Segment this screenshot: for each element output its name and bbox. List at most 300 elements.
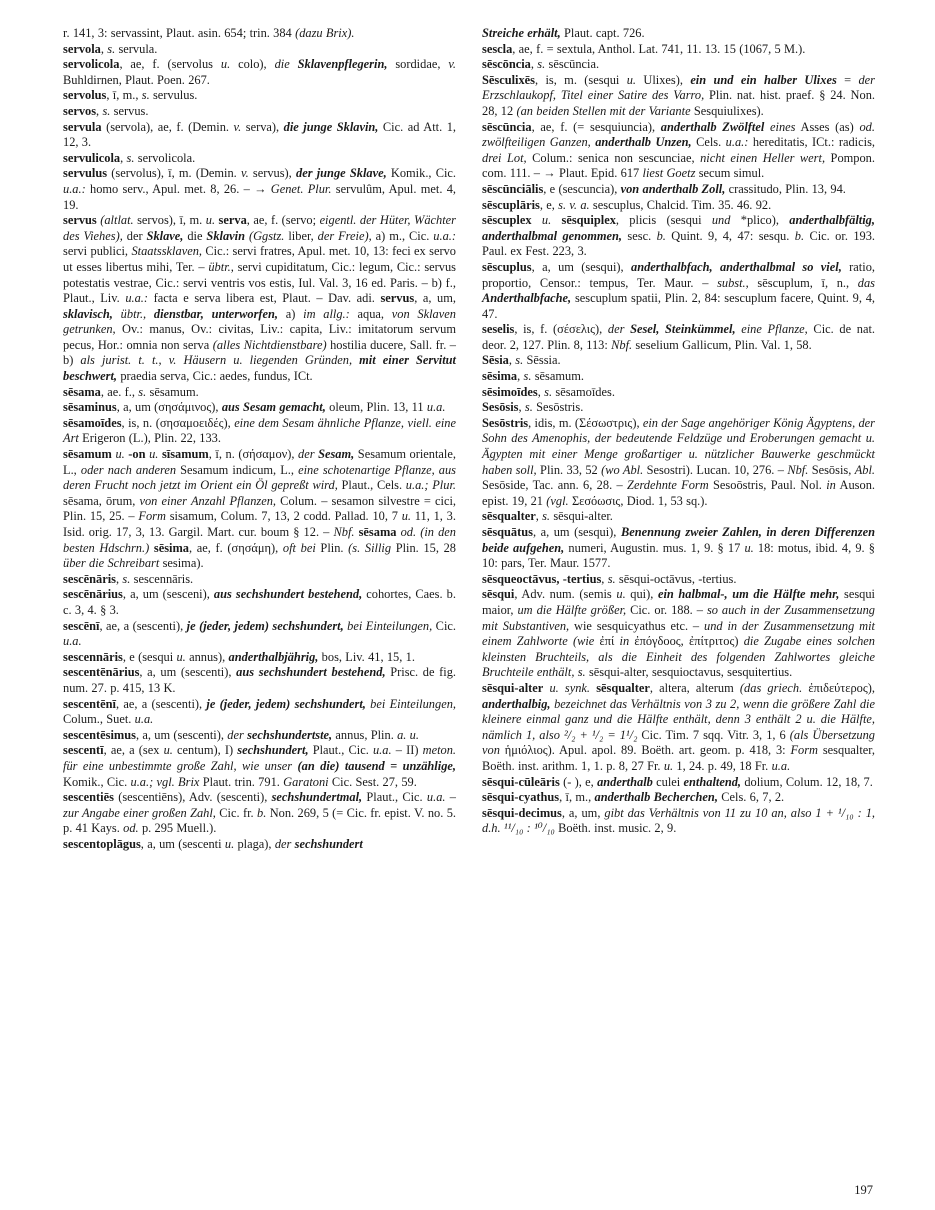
entry-text-segment: anderthalb Zwölftel — [660, 119, 765, 134]
entry-text-segment: sescentiēs — [63, 790, 114, 805]
dictionary-entry — [482, 775, 875, 791]
dictionary-entry — [63, 447, 456, 572]
entry-text-segment: s. — [141, 88, 150, 103]
entry-text-segment: u.a. — [134, 712, 154, 727]
entry-text-segment: Cic. de nat. deor. 2, 127. Plin. 8, 113: — [482, 322, 875, 352]
entry-text-segment: Nbf. — [611, 337, 633, 352]
entry-text-segment: servola — [63, 41, 101, 56]
entry-text-segment: oder nach anderen — [80, 462, 177, 477]
entry-text-segment: so auch in der Zusammensetzung mit Substantiven, — [482, 602, 875, 633]
entry-text-segment: sēscūncia — [482, 119, 532, 134]
entry-text-segment: Nbf. — [787, 462, 809, 477]
entry-text-segment: servi publici, — [63, 244, 132, 259]
entry-text-segment: – II) — [391, 743, 423, 758]
entry-text-segment: servulûm, Apul. met. 4, 19. — [63, 181, 456, 212]
entry-text-segment: , ae, a (sex — [103, 743, 164, 758]
entry-text-segment: Sēsculixēs — [482, 72, 536, 87]
entry-text-segment: Komik., Cic. — [386, 166, 457, 181]
entry-text-segment: s. — [138, 384, 147, 399]
entry-text-segment: Cic.: servi fratres, Apul. met. 10, 13: feci ex servo ut esses libertus mihi, Ter. – — [63, 244, 456, 274]
entry-text-segment: (servola), ae, f. (Demin. — [101, 119, 234, 134]
dictionary-entry — [482, 213, 875, 260]
entry-text-segment: r. 141, 3: servassint, Plaut. asin. 654; trin. 384 — [63, 26, 296, 40]
entry-text-segment: servus), — [248, 166, 296, 181]
entry-text-segment: sēsqui — [482, 587, 515, 602]
entry-text-segment: Plaut., Cic. — [308, 743, 373, 758]
entry-text-segment: (alles Nichtdienstbare) — [212, 337, 327, 352]
entry-text-segment: sescēnī — [63, 618, 100, 633]
entry-text-segment: übtr., — [208, 259, 234, 274]
entry-text-segment: Sesamum orientale, L., — [63, 447, 456, 477]
entry-text-segment: sescennāris. — [130, 571, 194, 586]
entry-text-segment: der junge Sklave, — [296, 166, 387, 181]
dictionary-entry — [482, 322, 875, 353]
entry-text-segment: als jurist. t. t., v. Häusern u. liegenden Gründen, — [80, 353, 353, 368]
entry-text-segment: Cels. — [691, 135, 726, 150]
entry-text-segment: Anderthalbfache, — [482, 291, 572, 306]
entry-text-segment: servula. — [115, 41, 158, 56]
entry-text-segment: hereditatis, ICt.: radicis, — [748, 135, 875, 150]
entry-text-segment: Buhldirnen, Plaut. Poen. 267. — [63, 72, 210, 87]
entry-text-segment: sechshundert, — [237, 743, 309, 758]
entry-text-segment: ein der Sage angehöriger König Ägyptens, der Sohn des Amenophis, der bedeutende Feldzüge und Eroberungen gemacht u. Ägypten mit einer Menge großartiger u. nützlicher Bauwerke geschmückt haben soll, — [482, 415, 875, 477]
entry-text-segment: Pompon. com. 111. – → Plaut. Epid. 617 — [482, 150, 875, 181]
entry-text-segment: u. — [149, 447, 159, 462]
entry-text-segment: sēscōncia — [482, 57, 531, 72]
entry-text-segment: (an die) tausend = unzählige, — [297, 758, 456, 773]
entry-text-segment: servulus — [63, 166, 108, 181]
entry-text-segment: anderthalbfach, anderthalbmal so viel, — [631, 259, 842, 274]
entry-text-segment: oleum, Plin. 13, 11 — [325, 400, 427, 415]
entry-text-segment: u. synk. — [549, 680, 591, 695]
right-column — [482, 26, 875, 852]
entry-text-segment: Σεσόωσις, Diod. 1, 53 sq.). — [568, 493, 708, 508]
entry-text-segment: die Zugabe eines solchen kleinsten Bruchteils, als die Einheit des folgenden Zahlwortes gleiche Bruchteile enthält, s. — [482, 634, 875, 680]
entry-text-segment: 18: motus, ibid. 4, 9. § 10: pars, Ter. Maur. 1577. — [482, 540, 875, 571]
dictionary-entry — [63, 728, 456, 744]
entry-text-segment: praedia serva, Cic.: aedes, fundus, ICt. — [117, 369, 313, 384]
entry-text-segment: servus. — [110, 103, 149, 118]
dictionary-entry — [482, 260, 875, 322]
dictionary-entry — [63, 57, 456, 88]
entry-text-segment: um die Hälfte größer, — [517, 602, 627, 617]
entry-text-segment: homo serv., Apul. met. 8, 26. – → — [85, 181, 271, 196]
entry-text-segment: , ae, f. (= sesquiuncia), — [531, 119, 661, 134]
entry-text-segment: culei — [652, 774, 684, 789]
entry-text-segment: wie sesquicyathus etc. – — [569, 618, 705, 633]
dictionary-entry — [482, 42, 875, 58]
entry-text-segment: sēscuplex — [482, 213, 532, 228]
dictionary-entry — [482, 73, 875, 120]
entry-text-segment: sēsamum — [63, 447, 112, 462]
entry-text-segment: u. — [176, 649, 186, 664]
entry-text-segment: sēsamum. — [146, 384, 199, 399]
entry-text-segment: Sēsia — [482, 353, 509, 368]
entry-text-segment: Zerdehnte Form — [627, 478, 709, 493]
dictionary-entry — [482, 198, 875, 214]
entry-text-segment: ἡμιόλιος). Apul. apol. 89. Boëth. art. geom. p. 418, 3: — [499, 743, 791, 758]
entry-text-segment: aqua, — [349, 306, 392, 321]
entry-text-segment: ἐπόγδοος, ἐπίτριτος) — [629, 634, 744, 649]
entry-text-segment: (vgl. — [546, 493, 569, 508]
entry-text-segment: Form — [138, 509, 166, 524]
entry-text-segment: , — [116, 571, 123, 586]
entry-text-segment: servolicola — [63, 57, 120, 72]
entry-text-segment: je (jeder, jedem) sechshundert, — [186, 618, 344, 633]
entry-text-segment: , ī, m., — [106, 88, 142, 103]
entry-text-segment: das — [857, 275, 875, 290]
entry-text-segment: , e (sesqui — [122, 649, 177, 664]
entry-text-segment: Plin. nat. hist. praef. § 24. Non. 28, 12 — [482, 88, 875, 118]
entry-text-segment: sisamum, Colum. 7, 13, 2 codd. Pallad. 10, 7 — [165, 509, 402, 524]
entry-text-segment: anderthalbig, — [482, 696, 551, 711]
entry-text-segment: s. — [126, 150, 135, 165]
entry-text-segment: eine Pflanze, — [741, 322, 808, 337]
dictionary-entry — [482, 400, 875, 416]
entry-text-segment: Boëth. inst. music. 2, 9. — [554, 821, 677, 836]
dictionary-entry — [482, 525, 875, 572]
entry-text-segment: sēsqui-octāvus, -tertius. — [615, 571, 737, 586]
entry-text-segment: u. — [541, 213, 552, 228]
entry-text-segment: Cic. Sest. 27, 59. — [328, 774, 417, 789]
entry-text-segment: gibt das Verhältnis von 11 zu 10 an, also 1 + ¹/₁₀ : 1, d.h. ¹¹/₁₀ : ¹⁰/₁₀ — [482, 805, 875, 836]
entry-text-segment: Plaut., Cels. — [337, 478, 406, 493]
entry-text-segment: sēsamoīdes — [63, 415, 122, 430]
entry-text-segment: mit einer Servitut beschwert, — [63, 353, 456, 384]
entry-text-segment: Cic. — [432, 618, 456, 633]
entry-text-segment: od. — [123, 821, 139, 836]
entry-text-segment: (Ggstz. — [248, 228, 285, 243]
entry-text-segment: sescentoplāgus — [63, 836, 141, 851]
entry-text-segment: Colum., Suet. — [63, 712, 135, 727]
entry-text-segment: s. — [515, 353, 524, 368]
entry-text-segment: , ae, f. (servolus — [119, 57, 221, 72]
dictionary-entry — [482, 416, 875, 510]
entry-text-segment: Cels. 6, 7, 2. — [717, 790, 785, 805]
dictionary-entry — [63, 88, 456, 104]
entry-text-segment: Quint. 9, 4, 47: sesqu. — [665, 228, 795, 243]
entry-text-segment: b. — [794, 228, 805, 243]
entry-text-segment: von Sklaven getrunken, — [63, 306, 456, 337]
dictionary-entry — [63, 837, 456, 853]
entry-text-segment: , e, — [539, 197, 559, 212]
entry-text-segment: oft bei — [282, 540, 316, 555]
entry-text-segment: servi cupiditatum, Cic.: legum, Cic.: servus potestatis vestrae, Cic.: servi ventris vos estis, Iul. Val. 3, 16 ed. Paris. – b) f., Plaut., Liv. — [63, 259, 456, 306]
entry-text-segment: eigentl. der Hüter, Wächter des Viehes), — [63, 213, 456, 243]
entry-text-segment: (servolus), ī, m. (Demin. — [107, 166, 241, 181]
entry-text-segment: od. zwölfteiligen Ganzen, — [482, 119, 875, 150]
entry-text-segment: servus — [380, 291, 415, 306]
dictionary-entry — [482, 587, 875, 681]
entry-text-segment: sēsaminus — [63, 400, 117, 415]
entry-text-segment: servulicola — [63, 150, 121, 165]
dictionary-entry — [482, 26, 875, 42]
entry-text-segment: u. — [616, 587, 626, 602]
entry-text-segment: a) m., Cic. — [371, 228, 434, 243]
entry-text-segment: od. (in den besten Hdschrn.) — [63, 525, 456, 555]
entry-text-segment: v. — [241, 166, 249, 181]
dictionary-entry — [63, 416, 456, 447]
dictionary-entry — [482, 509, 875, 525]
entry-text-segment: (altlat. — [100, 213, 134, 228]
entry-text-segment: -on — [128, 447, 146, 462]
entry-text-segment: sēsquātus — [482, 525, 533, 539]
entry-text-segment: Plin. 15, 28 — [391, 540, 456, 555]
entry-text-segment: , a, um, — [561, 805, 605, 820]
entry-text-segment: Sēssia. — [523, 353, 561, 368]
entry-text-segment: Plaut., Cic. — [362, 790, 427, 805]
entry-text-segment: , is, f. (σέσελις), — [514, 322, 608, 337]
entry-text-segment: , a, um (sesqui), — [532, 525, 621, 539]
entry-text-segment: sēscuplum, ī, n., — [748, 275, 858, 290]
entry-text-segment: der — [607, 322, 631, 337]
entry-text-segment: u. — [224, 836, 235, 851]
entry-text-segment: sēsama — [358, 525, 397, 539]
entry-text-segment: (sescentiēns), Adv. (sescenti), — [113, 790, 272, 805]
entry-text-segment: , a, um (σησάμινος), — [116, 400, 222, 415]
entry-text-segment: liest Goetz — [642, 166, 696, 181]
entry-text-segment: Sesōsis, — [808, 462, 855, 477]
entry-text-segment: ἐπί — [594, 634, 620, 649]
entry-text-segment: , a, um (sescenti — [140, 836, 225, 851]
entry-text-segment: a. u. — [397, 727, 419, 742]
entry-text-segment: (s. Sillig — [348, 540, 392, 555]
entry-text-segment: Sesostri). Lucan. 10, 276. – — [643, 462, 788, 477]
entry-text-segment: numeri, Augustin. mus. 1, 9. § 17 — [564, 540, 745, 555]
entry-text-segment: Ov.: manus, Ov.: civitas, Liv.: capita, Liv.: imitatorum servum pecus, Hor.: omnia non serva — [63, 322, 456, 352]
dictionary-entry — [482, 572, 875, 588]
entry-text-segment: die junge Sklavin, — [283, 119, 379, 134]
entry-text-segment: sesc. — [622, 228, 657, 243]
entry-text-segment: sēsqualter — [482, 509, 536, 524]
entry-text-segment: Ulixes), — [636, 72, 691, 87]
entry-text-segment: (das griech. — [739, 680, 803, 695]
entry-text-segment: der Freie), — [317, 228, 372, 243]
entry-text-segment: anderthalbjährig, — [228, 649, 319, 664]
entry-text-segment: u. — [220, 57, 231, 72]
entry-text-segment: serva — [218, 213, 247, 228]
entry-text-segment: Plin. 33, 52 — [536, 462, 602, 477]
entry-text-segment: Abl. — [854, 462, 876, 477]
entry-text-segment: , Adv. num. (semis — [514, 587, 617, 602]
entry-text-segment: , ī, m., — [559, 790, 595, 805]
entry-text-segment: (- ), e, — [559, 774, 598, 789]
dictionary-entry — [482, 806, 875, 837]
entry-text-segment: sescēnārius — [63, 587, 123, 602]
entry-text-segment: u.a. — [426, 400, 446, 415]
dictionary-entry — [482, 385, 875, 401]
entry-text-segment: Cic. fr. — [215, 805, 258, 820]
dictionary-entry — [63, 650, 456, 666]
entry-text-segment: sēsamum. — [531, 369, 584, 384]
entry-text-segment: , a, um, — [414, 291, 456, 306]
entry-text-segment — [532, 213, 542, 227]
entry-text-segment: s. — [122, 571, 131, 586]
entry-text-segment: u. — [401, 509, 411, 524]
entry-text-segment: b. — [656, 228, 666, 243]
entry-text-segment: sēsama, ōrum, — [63, 493, 140, 508]
entry-text-segment: meton. für eine unbestimmte große Zahl, wie unser — [63, 743, 457, 773]
entry-text-segment: sescēnāris — [63, 571, 116, 586]
dictionary-entry — [63, 790, 456, 837]
dictionary-entry — [63, 572, 456, 588]
entry-text-segment: der — [298, 447, 319, 462]
entry-text-segment: , e (sescuncia), — [543, 181, 621, 196]
entry-text-segment: seselium Gallicum, Plin. Val. 1, 58. — [632, 337, 812, 352]
dictionary-entry — [63, 151, 456, 167]
entry-text-segment: u.a.: — [125, 291, 149, 306]
dictionary-entry — [63, 385, 456, 401]
entry-text-segment: drei Lot, — [482, 150, 527, 165]
entry-text-segment: , — [100, 41, 108, 56]
entry-text-segment: 1, 24. p. 49, 18 Fr. — [673, 758, 772, 773]
entry-text-segment: serva), — [241, 119, 284, 134]
entry-text-segment: p. 295 Muell.). — [138, 821, 217, 836]
entry-text-segment: u.a.; Plur. — [405, 478, 456, 493]
entry-text-segment: servolicola. — [134, 150, 196, 165]
entry-text-segment: , — [530, 57, 538, 72]
entry-text-segment: sklavisch, — [63, 306, 113, 321]
entry-text-segment: Non. 269, 5 (= Cic. fr. epist. V. no. 5. p. 41 Kays. — [63, 805, 456, 836]
entry-text-segment: , a, um (sesqui), — [531, 259, 631, 274]
dictionary-entry — [63, 743, 456, 790]
entry-text-segment: , is, m. (sesqui — [535, 72, 627, 87]
entry-text-segment: Plaut. capt. 726. — [560, 26, 645, 40]
dictionary-entry — [63, 400, 456, 416]
entry-text-segment: servus — [63, 213, 97, 228]
dictionary-entry — [482, 790, 875, 806]
entry-text-segment: secum simul. — [695, 166, 765, 181]
entry-text-segment: , — [601, 571, 608, 586]
entry-text-segment: sēscūncia. — [545, 57, 600, 72]
entry-text-segment: b. — [257, 805, 267, 820]
entry-text-segment: sēscūnciālis — [482, 181, 544, 196]
entry-text-segment: sechshundert — [294, 836, 363, 851]
entry-text-segment: , ae. f., — [100, 384, 139, 399]
entry-text-segment: ratio, proportio, Censor.: tempus, Ter. Maur. – — [482, 259, 875, 290]
entry-text-segment: Colum.: senica non sescunciae, — [526, 150, 701, 165]
entry-text-segment: v. — [448, 57, 457, 72]
page-number: 197 — [854, 1183, 873, 1197]
entry-text-segment: im allg.: — [303, 306, 350, 321]
entry-text-segment: der Erzschlaukopf, Titel einer Satire des Varro, — [482, 72, 875, 103]
entry-text-segment: sēsamoīdes. — [552, 384, 615, 399]
entry-text-segment: subst., — [717, 275, 749, 290]
entry-text-segment: sesqualter, Boëth. inst. arithm. 1, 1. p. 8, 27 Fr. — [482, 743, 875, 773]
entry-text-segment: plaga), — [234, 836, 275, 851]
entry-text-segment: sēsquiplex — [561, 213, 616, 228]
entry-text-segment: , ae, a (sescenti), — [99, 618, 187, 633]
entry-text-segment: , a, um (sesceni), — [122, 587, 214, 602]
entry-text-segment: sescennāris — [63, 649, 123, 664]
dictionary-entry — [63, 120, 456, 151]
entry-text-segment: Benennung zweier Zahlen, in deren Differenzen beide aufgehen, — [482, 525, 875, 555]
dictionary-entry — [63, 166, 456, 213]
entry-text-segment: u. — [663, 758, 674, 773]
left-column — [63, 26, 456, 852]
entry-text-segment: nicht einen Heller wert, — [700, 150, 826, 165]
entry-text-segment: u. — [163, 743, 173, 758]
entry-text-segment: , — [518, 400, 525, 415]
entry-text-segment: sescentēnārius — [63, 665, 140, 680]
entry-text-segment: u.a.: — [433, 228, 456, 243]
entry-text-segment: u. — [115, 447, 125, 462]
entry-text-segment: Sesam, — [318, 447, 355, 462]
entry-text-segment: s. — [102, 103, 111, 118]
entry-text-segment: , a, um (sescenti), — [139, 665, 237, 680]
entry-text-segment: u.a. — [771, 758, 791, 773]
entry-text-segment: die — [274, 57, 298, 72]
dictionary-entry — [63, 42, 456, 58]
entry-text-segment: sēsimoīdes — [482, 384, 538, 399]
entry-text-segment: sescuplus, Chalcid. Tim. 35. 46. 92. — [589, 197, 772, 212]
entry-text-segment: facta e serva libera est, Plaut. – Dav. adi. — [148, 291, 381, 306]
dictionary-entry — [482, 353, 875, 369]
entry-text-segment — [551, 213, 561, 227]
entry-text-segment: dolium, Colum. 12, 18, 7. — [741, 774, 873, 789]
entry-text-segment: der — [227, 727, 248, 742]
entry-text-segment — [113, 307, 121, 321]
entry-text-segment: und in der Zusammensetzung mit einem Zahlworte (wie — [482, 618, 875, 649]
entry-text-segment: Plaut. trin. 791. — [199, 774, 284, 789]
entry-text-segment: sēsima — [153, 540, 189, 555]
entry-text-segment: Sklavin — [206, 228, 245, 243]
entry-text-segment: s. — [544, 384, 553, 399]
entry-text-segment: sēsqui-alter. — [550, 509, 613, 524]
entry-text-segment: Sesōstris — [482, 415, 529, 430]
entry-text-segment: sesima). — [159, 556, 204, 571]
entry-text-segment: s. — [523, 369, 532, 384]
entry-text-segment: Komik., Cic. — [63, 774, 131, 789]
entry-text-segment: qui), — [625, 587, 658, 602]
entry-text-segment: Sesoōstris, Paul. Nol. — [708, 478, 827, 493]
entry-text-segment: (als Übersetzung von — [482, 727, 876, 758]
entry-text-segment: Asses (as) — [795, 119, 860, 134]
entry-text-segment: colo), — [230, 57, 275, 72]
entry-text-segment: Erigeron (L.), Plin. 22, 133. — [78, 431, 221, 446]
entry-text-segment: anderthalb Unzen, — [595, 135, 692, 150]
entry-text-segment: u.a. — [426, 790, 446, 805]
entry-text-segment: sēsqui-cyathus — [482, 790, 560, 805]
entry-text-segment: , ae, f. = sextula, Anthol. Lat. 741, 11. 13. 15 (1067, 5 M.). — [512, 41, 806, 56]
entry-text-segment: Sklave, — [146, 228, 184, 243]
entry-text-segment: sordidae, — [387, 57, 449, 72]
entry-text-segment: 11, 1, 3. Isid. orig. 17, 3, 13. Gargil. Mart. cur. boum § 12. – — [63, 509, 456, 539]
entry-text-segment: eine schotenartige Pflanze, aus deren Frucht noch jetzt im Orient ein Öl gepreßt wird, — [63, 462, 456, 493]
dictionary-entry — [482, 120, 875, 182]
entry-text-segment — [146, 307, 154, 321]
entry-text-segment: enthaltend, — [683, 774, 742, 789]
entry-text-segment: servula — [63, 119, 102, 134]
entry-text-segment: über die Schreibart — [63, 556, 160, 571]
entry-text-segment: Cic. or. 188. – — [626, 602, 707, 617]
entry-text-segment: , ae, f. (servo; — [246, 213, 320, 228]
dictionary-entry — [482, 681, 875, 775]
entry-text-segment: hostilia ducere, Sall. fr. – b) — [63, 337, 456, 368]
entry-text-segment: , ae, a (sescenti), — [116, 696, 207, 711]
entry-text-segment: in — [619, 634, 630, 649]
entry-text-segment: zur Angabe einer großen Zahl, — [63, 805, 216, 820]
entry-text-segment: dienstbar, unterworfen, — [153, 306, 279, 321]
entry-text-segment: Garatoni — [283, 774, 329, 789]
entry-text-segment: sēsama — [63, 384, 101, 399]
entry-text-segment: u.a.; vgl. Brix — [130, 774, 200, 789]
text-columns — [63, 26, 875, 852]
entry-text-segment: u. — [205, 213, 216, 228]
entry-text-segment: sescuplum spatii, Plin. 2, 84: sescuplum facere, Quint. 9, 4, 47. — [482, 291, 875, 321]
dictionary-entry — [482, 57, 875, 73]
entry-text-segment: Prisc. de fig. num. 27. p. 415, 13 K. — [63, 665, 456, 695]
